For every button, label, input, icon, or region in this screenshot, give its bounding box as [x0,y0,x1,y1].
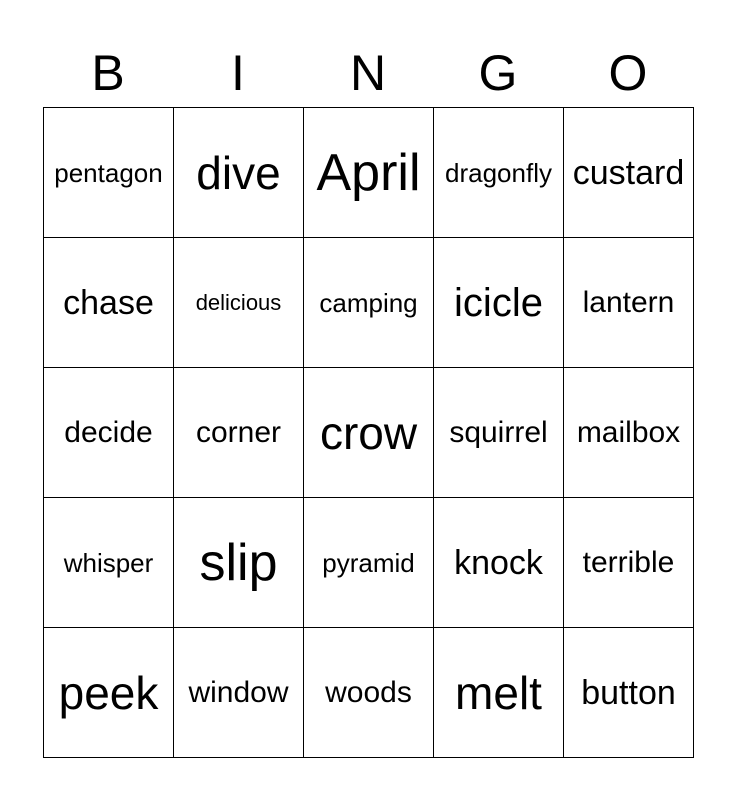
bingo-cell: slip [174,498,304,628]
bingo-cell: window [174,628,304,758]
bingo-cell: pentagon [44,108,174,238]
bingo-cell: crow [304,368,434,498]
bingo-cell: squirrel [434,368,564,498]
bingo-cell: icicle [434,238,564,368]
bingo-cell: pyramid [304,498,434,628]
bingo-cell: April [304,108,434,238]
bingo-cell: decide [44,368,174,498]
bingo-cell: dive [174,108,304,238]
bingo-cell: melt [434,628,564,758]
header-letter-n: N [349,45,387,101]
bingo-cell: dragonfly [434,108,564,238]
bingo-cell: chase [44,238,174,368]
bingo-cell: button [564,628,694,758]
header-letter-i: I [231,45,245,101]
bingo-cell: whisper [44,498,174,628]
bingo-cell: custard [564,108,694,238]
bingo-cell: delicious [174,238,304,368]
bingo-cell: camping [304,238,434,368]
bingo-cell: terrible [564,498,694,628]
bingo-grid [43,107,694,758]
bingo-cell: knock [434,498,564,628]
header-letter-g: G [478,45,518,101]
bingo-cell: lantern [564,238,694,368]
bingo-cell: corner [174,368,304,498]
bingo-cell: woods [304,628,434,758]
bingo-header [43,38,693,108]
header-letter-b: B [91,45,125,101]
bingo-cell: mailbox [564,368,694,498]
header-letter-o: O [608,45,648,101]
bingo-cell: peek [44,628,174,758]
